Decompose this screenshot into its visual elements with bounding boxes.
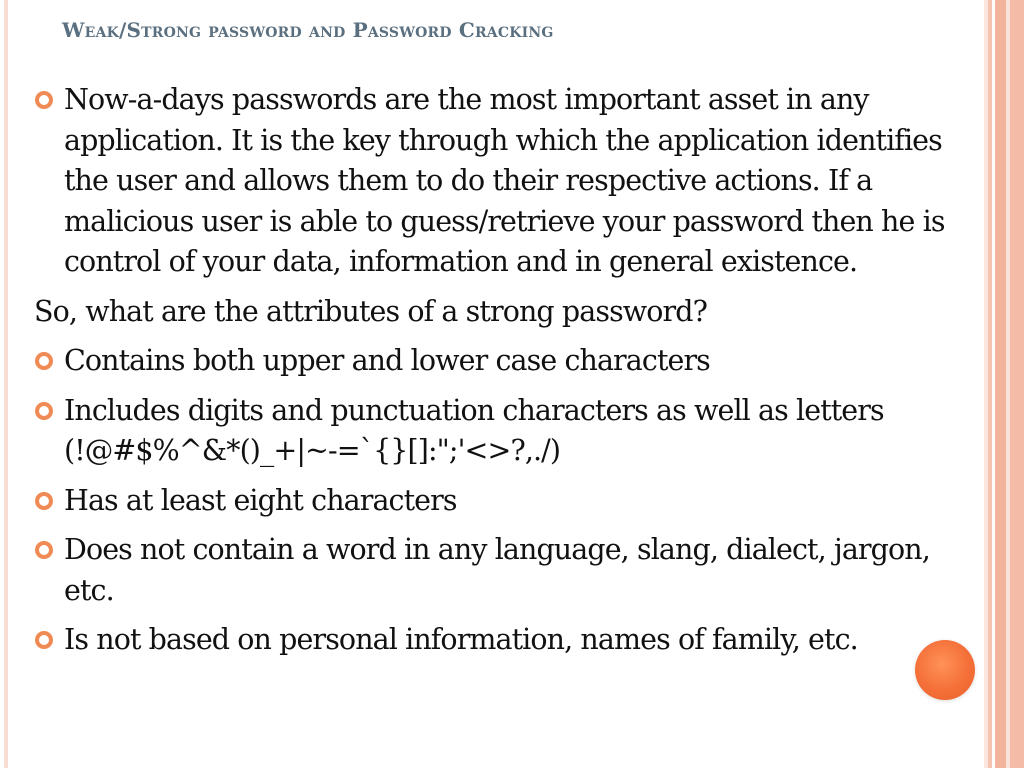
hollow-circle-bullet-icon (35, 91, 53, 109)
attribute-text: Is not based on personal information, names of family, etc. (64, 623, 858, 656)
attribute-text: Includes digits and punctuation characters as well as letters (!@#$%^&*()_+|~-=`{}[]:";'<>?,./) (64, 393, 884, 467)
intro-bullet (34, 80, 984, 283)
hollow-circle-bullet-icon (35, 352, 53, 370)
hollow-circle-bullet-icon (35, 541, 53, 559)
hollow-circle-bullet-icon (35, 631, 53, 649)
attribute-bullet (34, 481, 984, 522)
attribute-bullet (34, 341, 984, 382)
right-decorative-stripe (1010, 0, 1024, 768)
attribute-bullet (34, 391, 984, 472)
attribute-text: Has at least eight characters (64, 483, 457, 517)
right-decorative-stripe (995, 0, 1006, 768)
attribute-text: Does not contain a word in any language, slang, dialect, jargon, etc. (64, 533, 930, 607)
intro-bullet-text: Now-a-days passwords are the most important asset in any application. It is the key through which the application identifies the user and allows them to do their respective actions. If a malicious user is able to guess/retrieve your password then he is control of your data, information and in general existence. (64, 83, 945, 278)
slide-body (34, 80, 984, 670)
attribute-bullet (34, 530, 984, 611)
slide-title: Weak/Strong password and Password Cracking (62, 18, 554, 42)
attribute-text: Contains both upper and lower case characters (64, 344, 710, 377)
laser-pointer-dot (915, 640, 975, 700)
left-decorative-rule (4, 0, 8, 768)
hollow-circle-bullet-icon (35, 492, 53, 510)
attribute-bullet (34, 620, 984, 661)
hollow-circle-bullet-icon (35, 402, 53, 420)
strong-password-question: So, what are the attributes of a strong password? (34, 294, 707, 328)
